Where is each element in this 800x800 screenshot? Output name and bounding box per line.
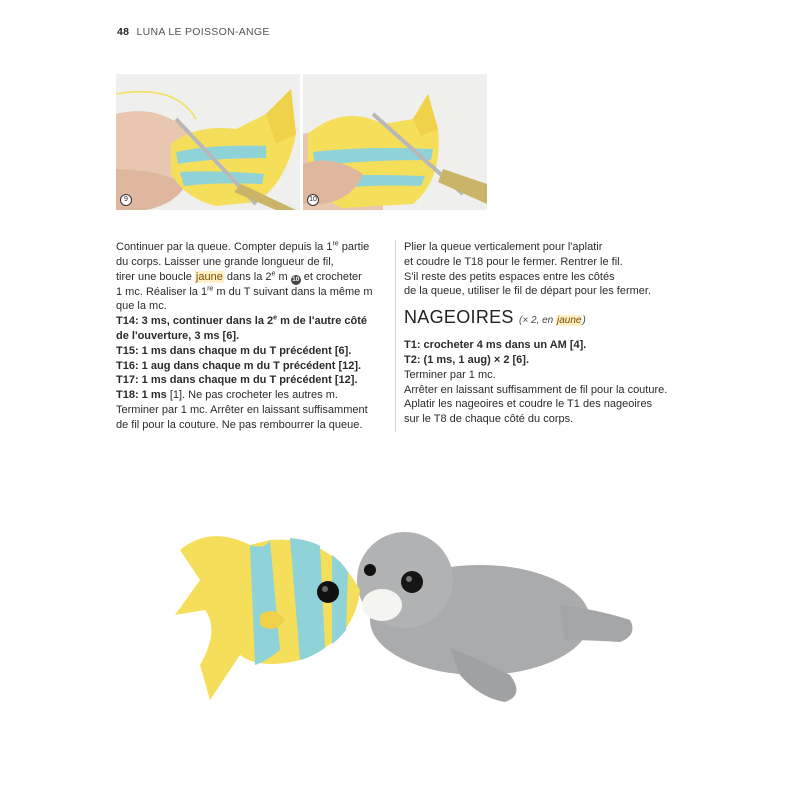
- round-t15: T15: 1 ms dans chaque m du T précédent [6].: [116, 344, 352, 357]
- round-t17: T17: 1 ms dans chaque m du T précédent [12].: [116, 374, 358, 387]
- text-line: sur le T8 de chaque côté du corps.: [404, 413, 574, 426]
- chapter-title: LUNA LE POISSON-ANGE: [136, 26, 270, 38]
- angelfish-and-seal-illustration: [160, 500, 650, 730]
- stitch-marker-icon: 10: [292, 275, 300, 283]
- angelfish-toy: [175, 536, 360, 700]
- text-line: de la queue, utiliser le fil de départ pour les fermer.: [404, 285, 652, 298]
- round-t2: T2: (1 ms, 1 aug) × 2 [6].: [404, 353, 530, 366]
- text-line: du corps. Laisser une grande longueur de fil,: [116, 255, 334, 268]
- text-line: Continuer par la queue. Compter depuis la 1re partie: [116, 240, 370, 253]
- text-line: de fil pour la couture. Ne pas rembourrer la queue.: [116, 418, 363, 431]
- section-subtitle: (× 2, en jaune): [519, 315, 586, 327]
- round-t14: T14: 3 ms, continuer dans la 2e m de l'autre côté: [116, 314, 368, 328]
- text-line: 1 mc. Réaliser la 1re m du T suivant dans la même m: [116, 284, 373, 298]
- page-header: [117, 26, 270, 38]
- column-divider: [395, 240, 396, 432]
- round-t1: T1: crocheter 4 ms dans un AM [4].: [404, 339, 587, 352]
- instructions-left-column: [116, 240, 390, 433]
- color-highlight: jaune: [557, 315, 582, 327]
- text-line: et coudre le T18 pour le fermer. Rentrer le fil.: [404, 255, 623, 268]
- step-photo-9: [116, 74, 300, 210]
- page-number: 48: [117, 26, 130, 38]
- text-line: Terminer par 1 mc.: [404, 368, 496, 381]
- text-line: S'il reste des petits espaces entre les côtés: [404, 270, 615, 283]
- step-number-9: 9: [120, 194, 132, 206]
- amigurumi-hero-photo: [160, 500, 650, 730]
- color-highlight: jaune: [195, 270, 223, 283]
- photo-illustration-9: [116, 74, 300, 210]
- step-photo-10: [303, 74, 487, 210]
- instructions-right-column: [404, 240, 694, 427]
- text-line: Plier la queue verticalement pour l'aplatir: [404, 241, 603, 253]
- section-title-nageoires: NAGEOIRES (× 2, en jaune): [404, 307, 586, 328]
- step-number-10: 10: [307, 194, 319, 206]
- photo-illustration-10: [303, 74, 487, 210]
- text-line: Aplatir les nageoires et coudre le T1 des nageoires: [404, 398, 653, 411]
- round-t18: T18: 1 ms [1]. Ne pas crocheter les autres m.: [116, 389, 338, 402]
- text-line: Arrêter en laissant suffisamment de fil pour la couture.: [404, 383, 668, 396]
- text-line: que la mc.: [116, 300, 167, 313]
- round-t16: T16: 1 aug dans chaque m du T précédent [12].: [116, 359, 362, 372]
- round-t14-cont: de l'ouverture, 3 ms [6].: [116, 329, 240, 342]
- seal-toy: [357, 532, 632, 702]
- text-line: tirer une boucle jaune dans la 2e m 10 et crocheter: [116, 269, 362, 283]
- text-line: Terminer par 1 mc. Arrêter en laissant suffisamment: [116, 403, 368, 416]
